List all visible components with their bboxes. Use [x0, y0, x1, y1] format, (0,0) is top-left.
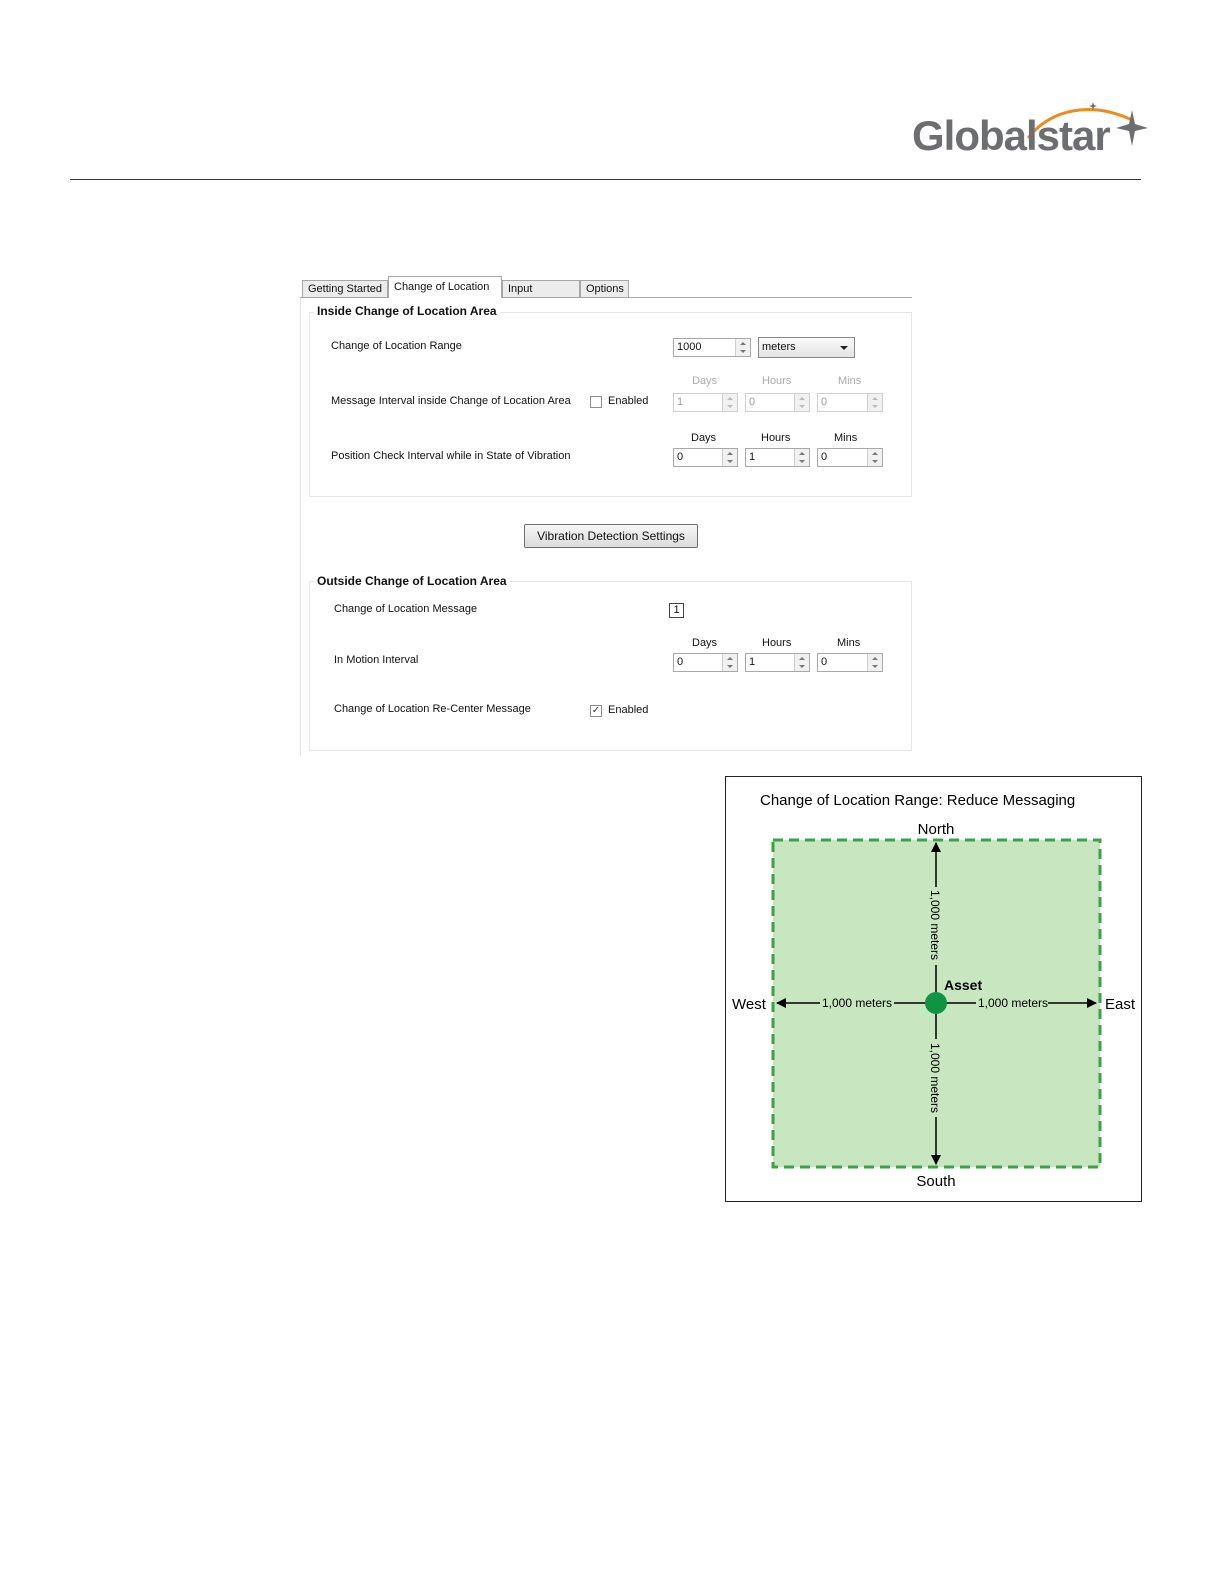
motion-mins-header: Mins: [837, 637, 861, 649]
tab-panel: [300, 297, 912, 756]
pos-mins-input[interactable]: [817, 448, 883, 467]
east-distance-label: 1,000 meters: [978, 996, 1049, 1010]
tab-strip: [300, 276, 913, 298]
msg-hours-spin-arrows[interactable]: [794, 394, 809, 411]
range-spin-arrows[interactable]: [735, 339, 750, 356]
motion-mins-input[interactable]: [817, 653, 883, 672]
west-label: West: [732, 996, 766, 1013]
tab-input-settings[interactable]: Input: [502, 280, 580, 297]
outside-group-title: Outside Change of Location Area: [314, 574, 510, 588]
msg-mins-header: Mins: [838, 375, 862, 387]
motion-interval-label: In Motion Interval: [334, 654, 419, 666]
motion-days-header: Days: [692, 637, 718, 649]
msg-interval-label: Message Interval inside Change of Location Area: [331, 395, 571, 407]
asset-label: Asset: [944, 977, 983, 993]
msg-mins-spin-arrows[interactable]: [867, 394, 882, 411]
north-distance-label: 1,000 meters: [928, 890, 942, 961]
range-diagram: [725, 776, 1142, 1202]
motion-days-input[interactable]: [673, 653, 738, 672]
east-label: East: [1105, 996, 1136, 1013]
inside-group-title: Inside Change of Location Area: [314, 304, 500, 318]
pos-hours-value: 1: [749, 451, 756, 463]
motion-hours-value: 1: [749, 656, 756, 668]
motion-hours-header: Hours: [762, 637, 792, 649]
pos-hours-header: Hours: [761, 432, 791, 444]
pos-hours-input[interactable]: [745, 448, 810, 467]
tab-change-of-location[interactable]: Change of Location: [388, 276, 502, 298]
header-divider: [70, 179, 1141, 180]
recenter-enabled-label: Enabled: [608, 704, 649, 716]
range-label: Change of Location Range: [331, 340, 462, 352]
recenter-label: Change of Location Re-Center Message: [334, 703, 531, 715]
msg-days-value: 1: [677, 396, 684, 408]
range-input[interactable]: [673, 338, 751, 357]
msg-enabled-label: Enabled: [608, 395, 649, 407]
north-label: North: [917, 821, 955, 838]
motion-hours-spin-arrows[interactable]: [794, 654, 809, 671]
msg-hours-input[interactable]: [745, 393, 810, 412]
msg-mins-value: 0: [821, 396, 828, 408]
vibration-detection-settings-button[interactable]: Vibration Detection Settings: [524, 524, 698, 548]
logo-wordmark: Globalstar: [912, 112, 1110, 159]
pos-days-input[interactable]: [673, 448, 738, 467]
range-unit-select[interactable]: [758, 337, 855, 358]
asset-marker: [925, 992, 947, 1014]
msg-hours-value: 0: [749, 396, 756, 408]
west-distance-label: 1,000 meters: [822, 996, 893, 1010]
motion-mins-value: 0: [821, 656, 828, 668]
pos-check-label: Position Check Interval while in State of Vibration: [331, 450, 571, 462]
msg-days-spin-arrows[interactable]: [722, 394, 737, 411]
recenter-enabled-checkbox[interactable]: [590, 705, 602, 717]
diagram-title: Change of Location Range: Reduce Messaging: [760, 792, 1076, 809]
south-label: South: [916, 1173, 956, 1190]
pos-mins-value: 0: [821, 451, 828, 463]
settings-dialog: [300, 276, 913, 756]
tab-getting-started[interactable]: Getting Started: [302, 280, 388, 297]
pos-hours-spin-arrows[interactable]: [794, 449, 809, 466]
msg-mins-input[interactable]: [817, 393, 883, 412]
pos-mins-spin-arrows[interactable]: [867, 449, 882, 466]
col-message-value[interactable]: 1: [669, 603, 684, 618]
chevron-down-icon: [840, 346, 848, 350]
range-unit-value: meters: [762, 341, 796, 353]
motion-days-spin-arrows[interactable]: [722, 654, 737, 671]
motion-hours-input[interactable]: [745, 653, 810, 672]
msg-days-input[interactable]: [673, 393, 738, 412]
pos-days-header: Days: [691, 432, 717, 444]
msg-hours-header: Hours: [762, 375, 792, 387]
range-value: 1000: [677, 341, 702, 353]
motion-mins-spin-arrows[interactable]: [867, 654, 882, 671]
motion-days-value: 0: [677, 656, 684, 668]
south-distance-label: 1,000 meters: [928, 1043, 942, 1114]
pos-days-value: 0: [677, 451, 684, 463]
checkmark-icon: ✓: [591, 705, 601, 716]
tab-options[interactable]: Options: [580, 280, 629, 297]
col-message-label: Change of Location Message: [334, 603, 478, 615]
range-diagram-canvas: [726, 777, 1141, 1201]
pos-mins-header: Mins: [834, 432, 858, 444]
msg-days-header: Days: [692, 375, 718, 387]
pos-days-spin-arrows[interactable]: [722, 449, 737, 466]
msg-enabled-checkbox[interactable]: [590, 396, 602, 408]
